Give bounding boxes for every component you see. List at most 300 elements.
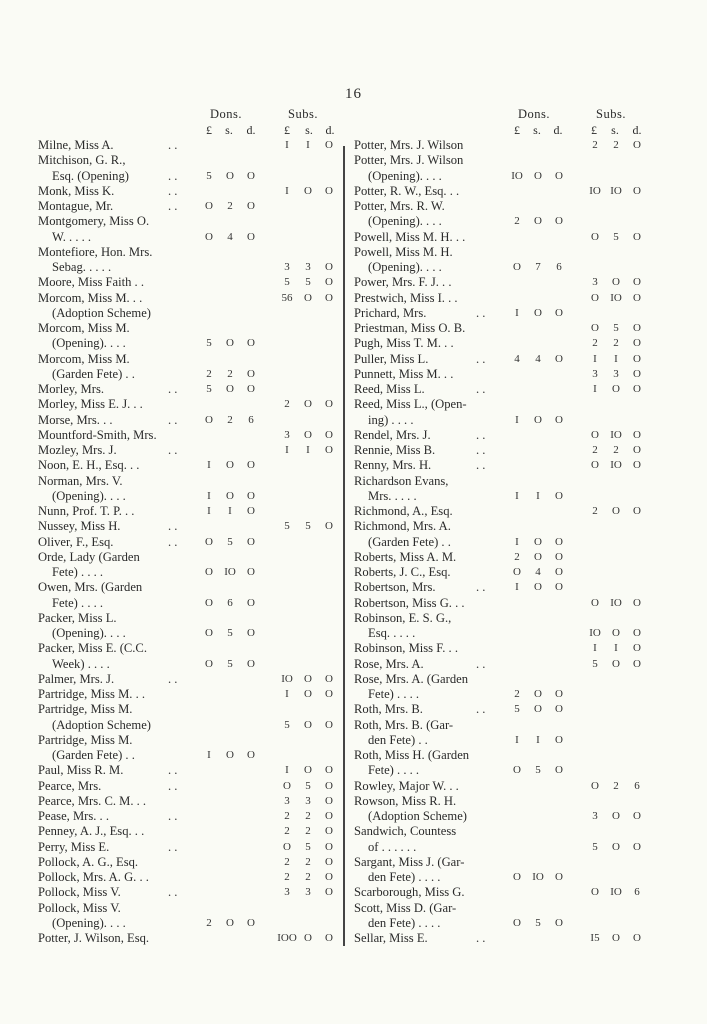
donor-name: Milne, Miss A.: [38, 138, 114, 152]
donor-name: Montague, Mr.: [38, 199, 114, 213]
subscription-pence: O: [633, 230, 641, 243]
list-item: [38, 702, 338, 717]
list-item: [38, 504, 338, 519]
list-item: [354, 138, 654, 153]
subscription-shillings: 2: [305, 871, 311, 883]
subscription-pounds: 3: [284, 261, 290, 273]
donation-shillings: 4: [535, 352, 541, 365]
donor-name: Norman, Mrs. V.: [38, 473, 123, 488]
donation-pounds: O: [513, 871, 521, 883]
donor-name: Rennie, Miss B.: [354, 443, 436, 457]
donation-shillings: O: [226, 169, 234, 182]
donation-pence: O: [555, 688, 563, 700]
donation-pence: O: [247, 169, 255, 182]
subscription-shillings: O: [304, 398, 312, 411]
subscription-pence: O: [325, 810, 333, 822]
list-item-continuation: [38, 565, 338, 580]
list-item: [354, 199, 654, 214]
subscription-shillings: 5: [305, 779, 311, 792]
list-item: [38, 199, 338, 214]
donor-name: Packer, Miss E. (C.C.: [38, 641, 147, 656]
donation-pence: O: [247, 230, 255, 243]
donor-name: Powell, Miss M. H. . .: [354, 229, 466, 244]
donation-pounds: 2: [514, 215, 520, 228]
list-item: [38, 443, 338, 458]
donation-shillings: 6: [227, 596, 233, 609]
donation-pence: O: [555, 306, 563, 319]
subscription-shillings: IO: [610, 291, 622, 304]
subscription-pounds: 2: [284, 871, 290, 883]
subs-pounds-label: £: [284, 123, 290, 137]
donation-pounds: I: [207, 459, 211, 472]
subscription-pounds: 3: [284, 428, 290, 441]
donor-name: Rowson, Miss R. H.: [354, 793, 457, 808]
list-item: [38, 794, 338, 809]
leader-dots: . .: [168, 443, 178, 457]
subscription-pence: O: [325, 840, 333, 853]
leader-dots: . .: [476, 702, 486, 717]
subscription-pence: O: [325, 139, 333, 151]
list-item: [38, 855, 338, 870]
donation-pounds: I: [515, 535, 519, 548]
donation-pence: O: [555, 566, 563, 578]
subscription-shillings: I: [614, 352, 618, 365]
subscription-pounds: 5: [592, 840, 598, 853]
donation-pounds: O: [205, 230, 213, 243]
donation-pounds: O: [513, 916, 521, 929]
donor-name: Esq. (Opening): [52, 168, 129, 183]
page-number: 16: [345, 86, 362, 102]
subscription-pounds: O: [591, 459, 599, 472]
subscription-pounds: 2: [284, 855, 290, 868]
donation-pence: O: [247, 489, 255, 502]
list-item-continuation: [354, 809, 654, 824]
donation-pence: O: [247, 566, 255, 578]
dons-pence-label: d.: [246, 123, 256, 137]
list-item-continuation: [354, 840, 654, 855]
donation-shillings: IO: [224, 566, 236, 578]
subscription-pence: 6: [634, 779, 640, 792]
subscription-pence: O: [633, 139, 641, 151]
donation-pence: O: [555, 703, 563, 716]
list-item-continuation: [354, 260, 654, 275]
subscription-shillings: 5: [305, 276, 311, 289]
donation-shillings: O: [534, 535, 542, 548]
subscription-pence: O: [633, 657, 641, 670]
subscription-pounds: I: [593, 352, 597, 365]
right-column-list: [354, 138, 654, 946]
subscription-pence: O: [325, 672, 333, 685]
subscription-pence: O: [633, 383, 641, 395]
donation-pence: O: [247, 657, 255, 670]
donor-name: Sargant, Miss J. (Gar-: [354, 854, 465, 869]
donor-name: Perry, Miss E.: [38, 839, 110, 854]
subscription-pence: O: [633, 840, 641, 853]
subscription-pence: O: [325, 428, 333, 441]
subscription-pounds: I: [285, 139, 289, 151]
list-item-continuation: [354, 413, 654, 428]
subscription-shillings: 2: [613, 337, 619, 350]
donation-pounds: O: [205, 627, 213, 639]
subscription-pence: O: [325, 764, 333, 777]
subscription-shillings: O: [304, 718, 312, 731]
leader-dots: . .: [476, 458, 486, 473]
donor-name: Pease, Mrs. . .: [38, 809, 110, 823]
list-item: [38, 763, 338, 778]
subscription-pence: O: [325, 291, 333, 304]
donation-pounds: O: [205, 657, 213, 670]
donor-name: (Adoption Scheme): [52, 305, 151, 320]
list-item: [354, 885, 654, 900]
donation-pence: O: [247, 749, 255, 761]
list-item: [354, 352, 654, 367]
subscription-pounds: I: [285, 688, 289, 700]
donation-pounds: 4: [514, 352, 520, 365]
list-item: [38, 214, 338, 229]
donation-pounds: I: [207, 749, 211, 761]
subscription-pence: O: [325, 825, 333, 838]
subscription-pounds: 2: [592, 444, 598, 456]
donation-shillings: 5: [535, 916, 541, 929]
donor-name: Morcom, Miss M.: [38, 321, 130, 335]
donor-name: Puller, Miss L.: [354, 351, 429, 366]
donor-name: Partridge, Miss M.: [38, 732, 133, 747]
subscription-pounds: I: [285, 764, 289, 777]
donor-name: Monk, Miss K.: [38, 183, 115, 198]
list-item: [38, 809, 338, 824]
donation-pounds: 5: [514, 703, 520, 716]
subscription-pounds: 2: [284, 810, 290, 822]
list-item: [354, 321, 654, 336]
donation-shillings: 2: [227, 367, 233, 380]
list-item: [38, 672, 338, 687]
subs-pounds-label: £: [591, 123, 597, 137]
list-item-continuation: [354, 916, 654, 931]
subscription-pence: O: [633, 810, 641, 822]
subscription-pence: O: [633, 337, 641, 350]
donor-name: Reed, Miss L.: [354, 382, 425, 396]
list-item: [354, 672, 654, 687]
donor-name: Sandwich, Countess: [354, 824, 457, 839]
donation-pence: O: [555, 535, 563, 548]
donor-name: Morcom, Miss M.: [38, 351, 130, 366]
donor-name: (Adoption Scheme): [368, 809, 467, 823]
donation-pounds: O: [205, 413, 213, 426]
list-item-continuation: [38, 260, 338, 275]
donation-shillings: O: [534, 550, 542, 563]
leader-dots: . .: [168, 534, 178, 549]
donation-pence: O: [555, 489, 563, 502]
donor-name: Mozley, Mrs. J.: [38, 443, 117, 457]
list-item-continuation: [354, 870, 654, 885]
donor-name: Roth, Miss H. (Garden: [354, 748, 470, 762]
subscription-pence: O: [633, 428, 641, 441]
list-item-continuation: [354, 763, 654, 778]
list-item: [38, 535, 338, 550]
donation-pounds: 5: [206, 169, 212, 182]
list-item-continuation: [38, 596, 338, 611]
subscription-pounds: I: [593, 642, 597, 655]
list-item: [38, 382, 338, 397]
subscription-pounds: 2: [592, 337, 598, 350]
donation-shillings: IO: [532, 871, 544, 883]
donation-pence: O: [247, 505, 255, 517]
subscription-pence: O: [633, 276, 641, 289]
subscription-pence: O: [633, 291, 641, 304]
dons-shillings-label: s.: [533, 123, 541, 137]
subscription-pounds: I5: [590, 932, 600, 944]
list-item: [354, 641, 654, 656]
donation-pence: O: [555, 413, 563, 426]
list-item: [354, 428, 654, 443]
donor-name: Robertson, Mrs.: [354, 580, 436, 595]
list-item: [354, 184, 654, 199]
donor-name: Robertson, Miss G. . .: [354, 595, 465, 610]
donor-name: Roberts, Miss A. M.: [354, 549, 457, 564]
donor-name: Renny, Mrs. H.: [354, 458, 432, 473]
subscription-shillings: 5: [305, 840, 311, 853]
subscription-pounds: 5: [284, 718, 290, 731]
column-divider: [343, 146, 345, 946]
subscription-pounds: 2: [284, 398, 290, 411]
donor-name: den Fete) . . . .: [368, 870, 441, 884]
list-item-continuation: [354, 733, 654, 748]
subscription-pence: O: [325, 261, 333, 273]
list-item-continuation: [38, 230, 338, 245]
leader-dots: . .: [168, 809, 178, 823]
list-item: [354, 702, 654, 717]
donation-pence: O: [247, 337, 255, 350]
donor-name: (Garden Fete) . .: [52, 748, 135, 762]
list-item: [38, 885, 338, 900]
subscription-shillings: 2: [613, 444, 619, 456]
dons-label: Dons.: [210, 107, 243, 121]
donation-shillings: I: [536, 489, 540, 502]
donor-name: Sebag. . . . .: [52, 260, 112, 274]
donor-name: (Garden Fete) . .: [368, 534, 451, 549]
donor-name: Morley, Mrs.: [38, 382, 104, 396]
donation-pence: 6: [248, 413, 254, 426]
subscription-shillings: O: [304, 932, 312, 944]
dons-pounds-label: £: [514, 123, 520, 137]
list-item: [38, 275, 338, 290]
list-item: [354, 474, 654, 489]
list-item-continuation: [354, 626, 654, 641]
donor-name: (Garden Fete) . .: [52, 366, 135, 381]
leader-dots: . .: [476, 931, 486, 945]
donor-name: Pearce, Mrs.: [38, 778, 102, 793]
leader-dots: . .: [476, 443, 486, 457]
donation-pence: O: [247, 627, 255, 639]
donation-shillings: 2: [227, 413, 233, 426]
donation-pence: O: [555, 916, 563, 929]
subscription-pence: O: [325, 184, 333, 197]
subscription-pence: O: [325, 871, 333, 883]
subscription-pounds: 5: [284, 520, 290, 533]
donation-shillings: I: [228, 505, 232, 517]
subscription-shillings: 3: [305, 261, 311, 273]
donation-shillings: 5: [227, 535, 233, 548]
donation-pence: O: [555, 169, 563, 182]
donation-pounds: O: [205, 566, 213, 578]
list-item-continuation: [38, 748, 338, 763]
donor-name: Orde, Lady (Garden: [38, 549, 140, 564]
donation-shillings: O: [534, 306, 542, 319]
donor-name: Scarborough, Miss G.: [354, 885, 465, 900]
list-item: [38, 184, 338, 199]
list-item: [354, 718, 654, 733]
dons-pounds-label: £: [206, 123, 212, 137]
donation-pounds: IO: [511, 169, 523, 182]
donation-pounds: I: [207, 489, 211, 502]
subscription-shillings: I: [306, 444, 310, 456]
donor-name: Roth, Mrs. B.: [354, 702, 423, 717]
list-item: [38, 580, 338, 595]
donation-pounds: I: [515, 733, 519, 746]
subscription-pounds: 5: [284, 276, 290, 289]
donor-name: Palmer, Mrs. J.: [38, 671, 115, 686]
subscription-pence: O: [325, 718, 333, 731]
donor-name: Esq. . . . .: [368, 626, 416, 640]
list-item: [354, 611, 654, 626]
list-item: [354, 443, 654, 458]
list-item: [354, 153, 654, 168]
leader-dots: . .: [168, 183, 178, 198]
leader-dots: . .: [168, 671, 178, 686]
leader-dots: . .: [168, 885, 178, 900]
list-item: [354, 504, 654, 519]
donation-shillings: O: [534, 413, 542, 426]
list-item: [38, 519, 338, 534]
donation-pounds: I: [515, 413, 519, 426]
donor-name: Rowley, Major W. . .: [354, 778, 459, 793]
donation-shillings: O: [226, 337, 234, 350]
donation-pence: O: [555, 550, 563, 563]
subscription-shillings: O: [612, 810, 620, 822]
leader-dots: . .: [168, 199, 178, 213]
subs-pence-label: d.: [632, 123, 642, 137]
subscription-shillings: IO: [610, 459, 622, 472]
donor-name: Fete) . . . .: [52, 595, 104, 610]
donor-name: Nunn, Prof. T. P. . .: [38, 504, 135, 518]
donation-pence: 6: [556, 261, 562, 273]
subscription-pence: O: [325, 276, 333, 289]
donor-name: Oliver, F., Esq.: [38, 534, 114, 549]
subscription-pence: O: [325, 794, 333, 807]
donation-pounds: O: [513, 764, 521, 777]
donor-name: Richardson Evans,: [354, 473, 449, 488]
donation-shillings: O: [226, 916, 234, 929]
dons-shillings-label: s.: [225, 123, 233, 137]
donor-name: den Fete) . . . .: [368, 915, 441, 930]
subscription-pounds: 3: [592, 367, 598, 380]
leader-dots: . .: [168, 382, 178, 396]
subscription-shillings: O: [304, 764, 312, 777]
subscription-pounds: IO: [589, 627, 601, 639]
list-item: [38, 428, 338, 443]
subscription-shillings: 5: [613, 230, 619, 243]
donor-name: Fete) . . . .: [368, 763, 420, 778]
leader-dots: . .: [476, 580, 486, 595]
donor-name: Reed, Miss L., (Open-: [354, 397, 467, 412]
list-item: [354, 230, 654, 245]
donor-name: Pearce, Mrs. C. M. . .: [38, 793, 147, 808]
donor-name: Prestwich, Miss I. . .: [354, 290, 458, 305]
left-column-list: [38, 138, 338, 946]
list-item: [354, 901, 654, 916]
donor-name: Fete) . . . .: [368, 687, 420, 701]
donation-shillings: O: [534, 215, 542, 228]
subscription-pounds: 2: [284, 825, 290, 838]
subscription-pounds: 2: [592, 139, 598, 151]
donation-pence: O: [555, 764, 563, 777]
subscription-shillings: O: [304, 184, 312, 197]
subscription-pounds: 3: [284, 886, 290, 899]
list-item: [354, 397, 654, 412]
list-item: [38, 779, 338, 794]
donor-name: Power, Mrs. F. J. . .: [354, 275, 452, 290]
leader-dots: . .: [168, 168, 178, 183]
subscription-pounds: O: [591, 291, 599, 304]
leader-dots: . .: [168, 519, 178, 534]
subscription-shillings: O: [304, 672, 312, 685]
donor-name: Pollock, Miss V.: [38, 900, 121, 915]
donor-name: Partridge, Miss M.: [38, 702, 133, 717]
donation-pounds: 2: [206, 916, 212, 929]
list-item: [354, 367, 654, 382]
donation-pounds: O: [205, 535, 213, 548]
subscription-pounds: O: [591, 230, 599, 243]
subs-shillings-label: s.: [611, 123, 619, 137]
list-item: [354, 931, 654, 946]
subscription-pounds: 3: [592, 276, 598, 289]
list-item: [354, 824, 654, 839]
subscription-pounds: 3: [284, 794, 290, 807]
subscription-pence: O: [325, 688, 333, 700]
donation-shillings: 4: [227, 230, 233, 243]
subscription-shillings: 3: [305, 794, 311, 807]
donor-name: Paul, Miss R. M.: [38, 763, 124, 778]
donor-name: (Opening). . . .: [52, 336, 126, 351]
donation-shillings: O: [534, 703, 542, 716]
dons-pence-label: d.: [553, 123, 563, 137]
list-item: [38, 413, 338, 428]
subscription-shillings: O: [612, 657, 620, 670]
donor-name: Richmond, A., Esq.: [354, 504, 453, 518]
subs-label: Subs.: [288, 107, 318, 121]
subscription-pence: O: [633, 642, 641, 655]
list-item: [38, 397, 338, 412]
subscription-pounds: IOO: [277, 932, 297, 944]
subscription-shillings: 2: [613, 139, 619, 151]
subscription-pence: O: [633, 627, 641, 639]
leader-dots: . .: [476, 656, 486, 671]
donation-shillings: O: [534, 581, 542, 594]
subscription-pence: O: [325, 444, 333, 456]
subscription-shillings: 5: [613, 322, 619, 334]
list-item: [38, 321, 338, 336]
subscription-pounds: O: [283, 779, 291, 792]
list-item: [354, 519, 654, 534]
donor-name: Owen, Mrs. (Garden: [38, 580, 143, 595]
subs-pence-label: d.: [325, 123, 335, 137]
donation-shillings: O: [226, 749, 234, 761]
list-item-continuation: [38, 489, 338, 504]
list-item: [38, 352, 338, 367]
subscription-pounds: O: [591, 779, 599, 792]
donor-name: Roberts, J. C., Esq.: [354, 565, 451, 579]
list-item: [38, 641, 338, 656]
